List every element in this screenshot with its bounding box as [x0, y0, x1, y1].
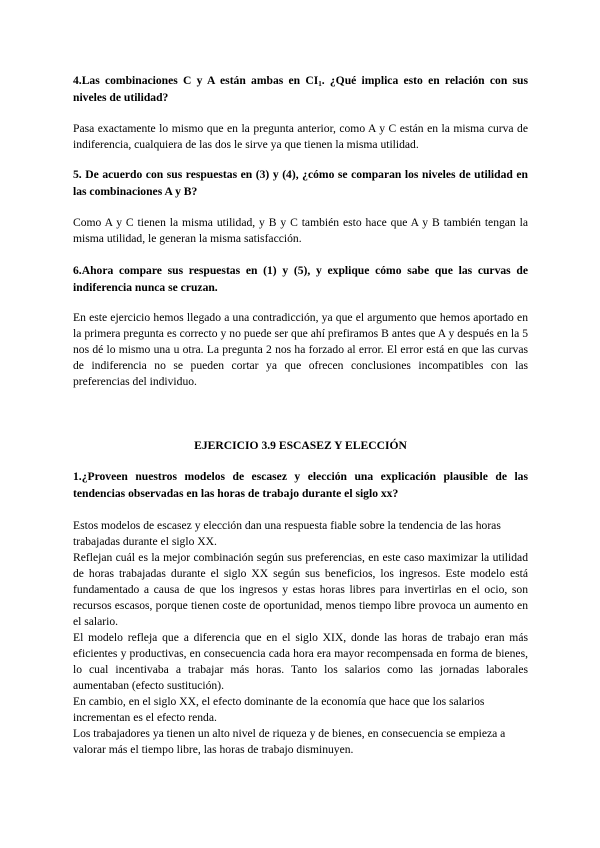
answer-paragraph-3: El modelo refleja que a diferencia que en el siglo XIX, donde las horas de trabajo eran más eficientes y productivas, en consecuencia cada hora era mayor recompensada en forma de bienes, lo cual incentivaba a trabajar más horas. Tanto los salarios como las jornadas laborales aumentaban (efecto sustitución).	[73, 631, 528, 692]
answer-paragraph-2: Reflejan cuál es la mejor combinación según sus preferencias, en este caso maximizar la utilidad de horas trabajadas durante el siglo XX según sus beneficios, los ingresos. Este modelo está fundamentado a causa de que los ingresos y estas horas libres para invertirlas en el ocio, son recursos escasos, porque tienen coste de oportunidad, menos tiempo libre provoca un aumento en el salario.	[73, 551, 528, 628]
question-6: 6.Ahora compare sus respuestas en (1) y (5), y explique cómo sabe que las curvas de indiferencia nunca se cruzan.	[73, 264, 528, 294]
answer-5: Como A y C tienen la misma utilidad, y B y C también esto hace que A y B también tengan la misma utilidad, le generan la misma satisfacción.	[73, 216, 528, 245]
answer-6: En este ejercicio hemos llegado a una contradicción, ya que el argumento que hemos aportado en la primera pregunta es correcto y no puede ser que ahí prefiramos B antes que A y después en la 5 nos dé lo mismo una u otra. La pregunta 2 nos ha forzado al error. El error está en que las curvas de indiferencia no se pueden cortar ya que ofrecen conclusiones incompatibles con las preferencias del individuo.	[73, 311, 528, 388]
question-4-subscript: 1	[318, 80, 322, 88]
answer-4: Pasa exactamente lo mismo que en la pregunta anterior, como A y C están en la misma curva de indiferencia, cualquiera de las dos le sirve ya que tienen la misma utilidad.	[73, 122, 528, 151]
exercise-answer-1	[73, 518, 528, 758]
answer-paragraph-4: En cambio, en el siglo XX, el efecto dominante de la economía que hace que los salarios incrementan es el efecto renda.	[73, 695, 485, 724]
answer-paragraph-1: Estos modelos de escasez y elección dan una respuesta fiable sobre la tendencia de las horas trabajadas durante el siglo XX.	[73, 519, 501, 548]
question-4	[73, 72, 528, 106]
question-5: 5. De acuerdo con sus respuestas en (3) y (4), ¿cómo se comparan los niveles de utilidad en las combinaciones A y B?	[73, 168, 528, 198]
answer-paragraph-5: Los trabajadores ya tienen un alto nivel de riqueza y de bienes, en consecuencia se empieza a valorar más el tiempo libre, las horas de trabajo disminuyen.	[73, 727, 506, 756]
question-4-pre: 4.Las combinaciones C y A están ambas en CI	[73, 74, 319, 87]
question-4-post: . ¿Qué implica esto en relación con sus niveles de utilidad?	[73, 74, 528, 104]
exercise-title: EJERCICIO 3.9 ESCASEZ Y ELECCIÓN	[194, 439, 407, 452]
exercise-question-1: 1.¿Proveen nuestros modelos de escasez y elección una explicación plausible de las tendencias observadas en las horas de trabajo durante el siglo xx?	[73, 470, 528, 500]
